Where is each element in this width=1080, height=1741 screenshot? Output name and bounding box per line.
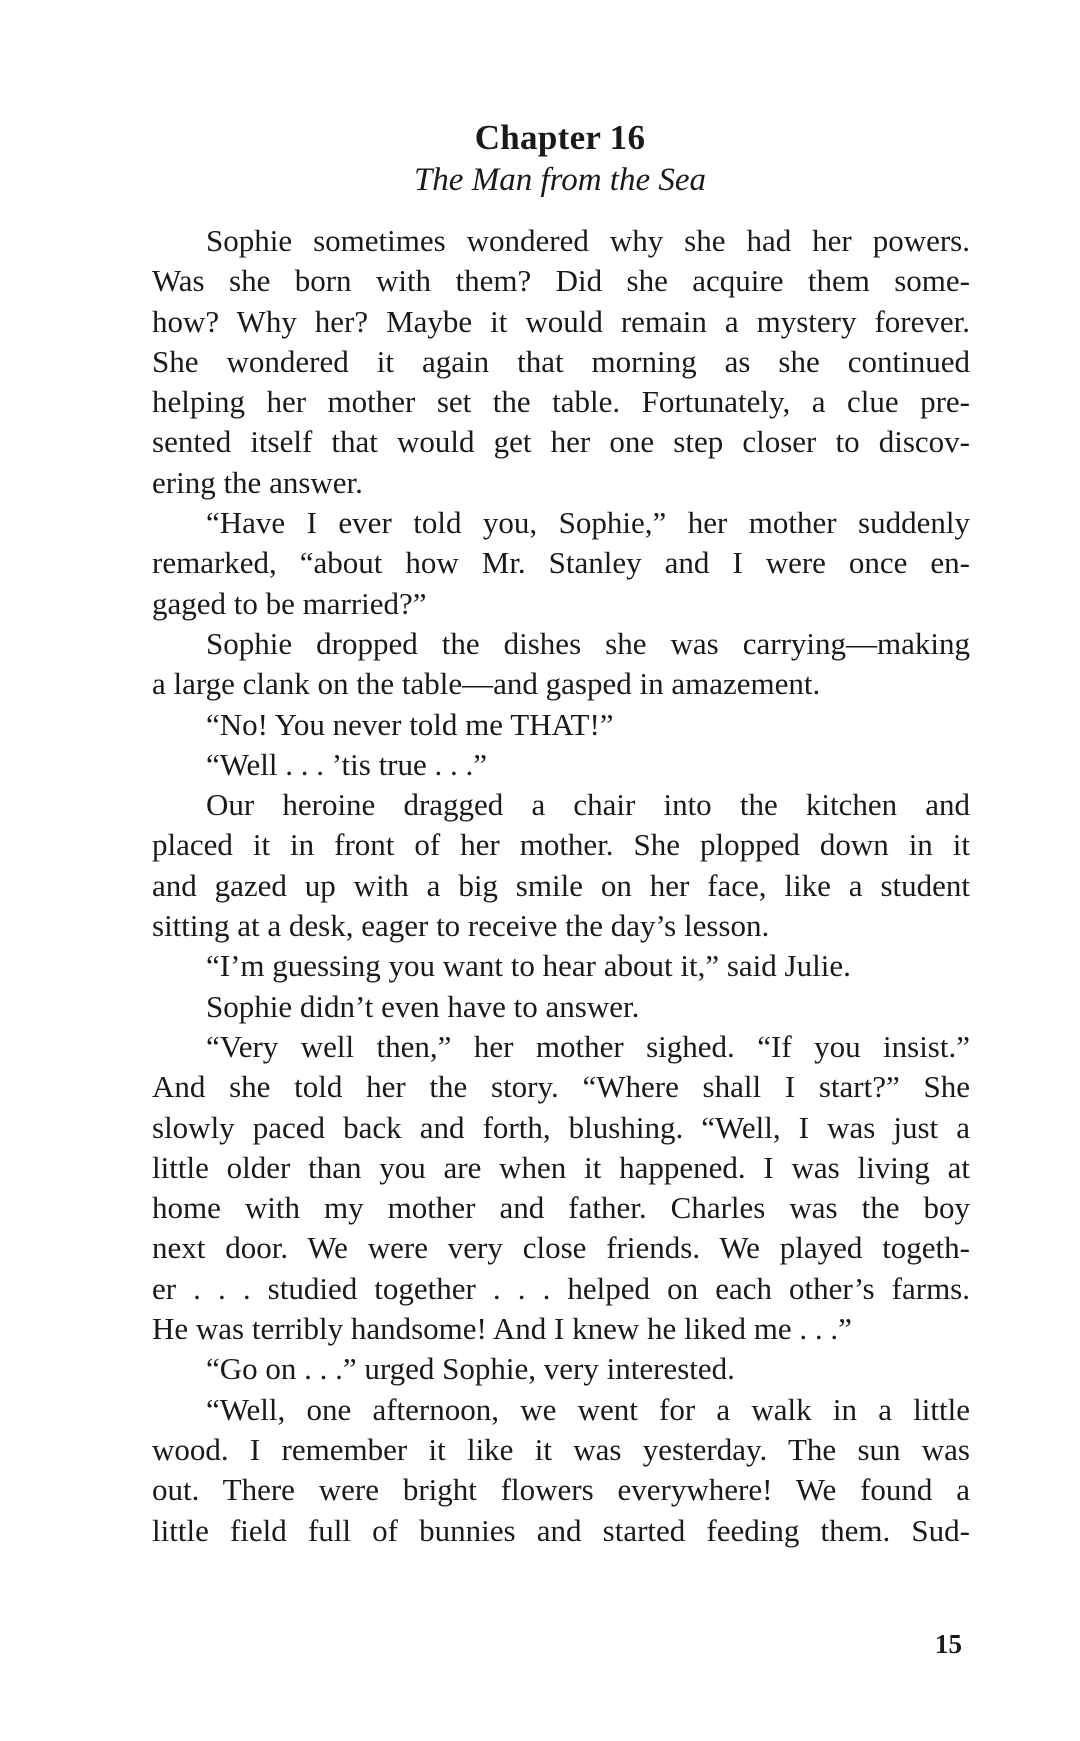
text-line: Our heroine dragged a chair into the kitchen and: [206, 787, 970, 823]
text-line: sented itself that would get her one step closer to discov-: [152, 424, 970, 460]
text-line: sitting at a desk, eager to receive the day’s lesson.: [152, 908, 770, 944]
text-line: out. There were bright flowers everywhere! We found a: [152, 1472, 970, 1508]
text-line: “Very well then,” her mother sighed. “If you insist.”: [206, 1028, 970, 1064]
text-line: placed it in front of her mother. She plopped down in it: [152, 827, 970, 863]
text-line: a large clank on the table—and gasped in amazement.: [152, 666, 821, 702]
text-line: remarked, “about how Mr. Stanley and I were once en-: [152, 545, 970, 581]
text-line: She wondered it again that morning as she continued: [152, 343, 970, 379]
text-line: helping her mother set the table. Fortunately, a clue pre-: [152, 384, 970, 420]
text-line: “I’m guessing you want to hear about it,” said Julie.: [206, 948, 851, 984]
text-line: and gazed up with a big smile on her face, like a student: [152, 867, 970, 903]
page-number: 15: [935, 1629, 962, 1659]
text-line: wood. I remember it like it was yesterday. The sun was: [152, 1431, 970, 1467]
body-text: [152, 221, 970, 1551]
text-line: next door. We were very close friends. We played togeth-: [152, 1230, 970, 1266]
text-line: “Go on . . .” urged Sophie, very interested.: [206, 1351, 735, 1387]
text-line: He was terribly handsome! And I knew he liked me . . .”: [152, 1311, 852, 1347]
text-line: Sophie dropped the dishes she was carrying—making: [206, 625, 970, 661]
text-line: how? Why her? Maybe it would remain a mystery forever.: [152, 303, 970, 339]
text-line: home with my mother and father. Charles was the boy: [152, 1190, 970, 1226]
text-line: Was she born with them? Did she acquire them some-: [152, 263, 970, 299]
text-line: little older than you are when it happened. I was living at: [152, 1149, 970, 1185]
text-line: er . . . studied together . . . helped on each other’s farms.: [152, 1270, 970, 1306]
text-line: “Well . . . ’tis true . . .”: [206, 746, 488, 782]
chapter-number: Chapter 16: [474, 118, 646, 157]
text-line: slowly paced back and forth, blushing. “Well, I was just a: [152, 1109, 970, 1145]
text-line: gaged to be married?”: [152, 585, 427, 621]
text-line: Sophie sometimes wondered why she had her powers.: [206, 223, 970, 258]
text-line: “No! You never told me THAT!”: [206, 706, 614, 742]
text-line: “Have I ever told you, Sophie,” her mother suddenly: [206, 505, 970, 541]
text-line: Sophie didn’t even have to answer.: [206, 988, 640, 1024]
text-line: ering the answer.: [152, 464, 363, 500]
text-line: “Well, one afternoon, we went for a walk in a little: [206, 1391, 970, 1427]
text-line: little field full of bunnies and started feeding them. Sud-: [152, 1512, 970, 1548]
text-line: And she told her the story. “Where shall I start?” She: [152, 1069, 970, 1105]
chapter-title: The Man from the Sea: [413, 162, 707, 198]
